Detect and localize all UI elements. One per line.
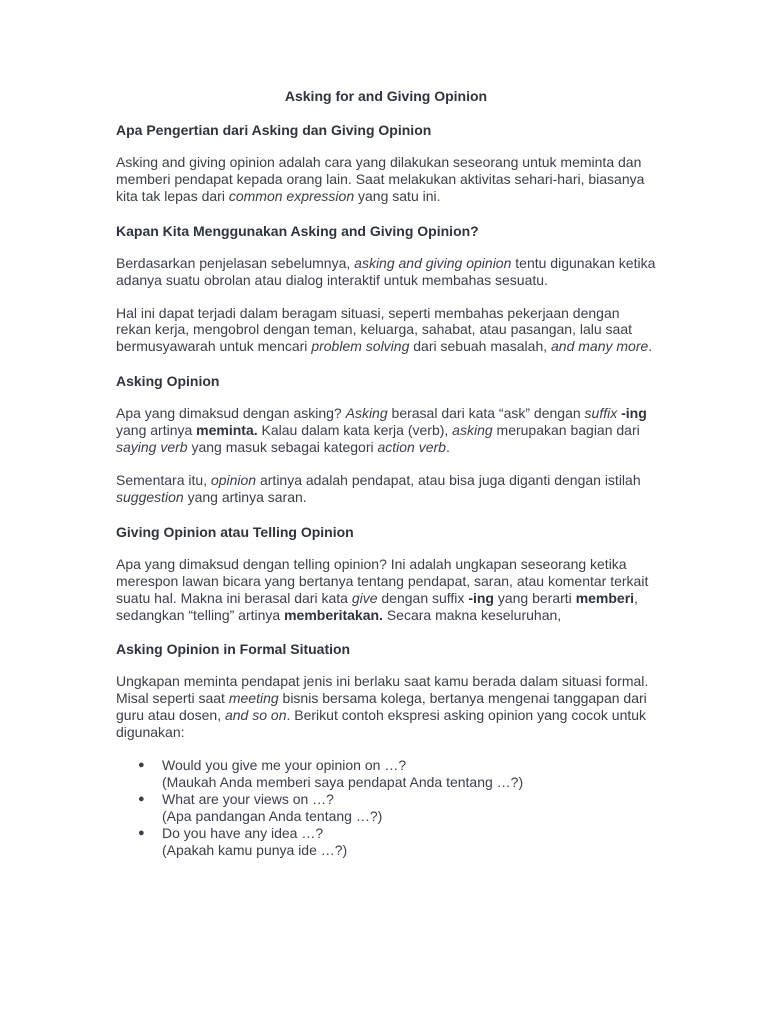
expression-english: What are your views on …? xyxy=(162,790,334,807)
section-heading-kapan: Kapan Kita Menggunakan Asking and Giving Opinion? xyxy=(116,222,479,239)
expression-translation: (Maukah Anda memberi saya pendapat Anda tentang …?) xyxy=(162,773,524,790)
bullet-icon: ● xyxy=(138,759,145,772)
document-page xyxy=(116,86,656,858)
paragraph-asking-1: Apa yang dimaksud dengan asking? Asking berasal dari kata “ask” dengan suffix -ing yang artinya meminta. Kalau dalam kata kerja (verb), asking merupakan bagian dari saying verb yang masuk sebagai kategori action verb. xyxy=(116,405,647,456)
expression-english: Do you have any idea …? xyxy=(162,824,324,841)
section-heading-formal-situation: Asking Opinion in Formal Situation xyxy=(116,641,351,658)
expression-translation: (Apakah kamu punya ide …?) xyxy=(162,841,348,858)
paragraph-formal-1: Ungkapan meminta pendapat jenis ini berlaku saat kamu berada dalam situasi formal. Misal seperti saat meeting bisnis bersama kolega, bertanya mengenai tanggapan dari guru atau dosen, and so on. Berikut contoh ekspresi asking opinion yang cocok untuk digunakan: xyxy=(116,673,649,741)
bullet-icon: ● xyxy=(138,826,145,839)
formal-expression-list xyxy=(116,757,656,858)
expression-english: Would you give me your opinion on …? xyxy=(162,757,407,774)
paragraph-giving-1: Apa yang dimaksud dengan telling opinion? Ini adalah ungkapan seseorang ketika merespon lawan bicara yang bertanya tentang pendapat, saran, atau komentar terkait suatu hal. Makna ini berasal dari kata give dengan suffix -ing yang berarti memberi, sedangkan “telling” artinya memberitakan. Secara makna keseluruhan, xyxy=(116,555,649,623)
expression-translation: (Apa pandangan Anda tentang …?) xyxy=(162,807,383,824)
paragraph-kapan-1: Berdasarkan penjelasan sebelumnya, asking and giving opinion tentu digunakan ketika adanya suatu obrolan atau dialog interaktif untuk membahas sesuatu. xyxy=(116,254,656,288)
list-item xyxy=(116,757,656,791)
section-heading-asking-opinion: Asking Opinion xyxy=(116,373,220,390)
section-heading-giving-opinion: Giving Opinion atau Telling Opinion xyxy=(116,523,354,540)
paragraph-kapan-2: Hal ini dapat terjadi dalam beragam situasi, seperti membahas pekerjaan dengan rekan kerja, mengobrol dengan teman, keluarga, sahabat, atau pasangan, lalu saat bermusyawarah untuk mencari problem solving dari sebuah masalah, and many more. xyxy=(116,304,653,355)
list-item xyxy=(116,791,656,825)
section-heading-pengertian: Apa Pengertian dari Asking dan Giving Opinion xyxy=(116,122,432,138)
document-title: Asking for and Giving Opinion xyxy=(284,88,488,104)
paragraph-pengertian: Asking and giving opinion adalah cara yang dilakukan seseorang untuk meminta dan memberi pendapat kepada orang lain. Saat melakukan aktivitas sehari-hari, biasanya kita tak lepas dari common expression yang satu ini. xyxy=(116,154,645,204)
bullet-icon: ● xyxy=(138,792,145,805)
list-item xyxy=(116,825,656,859)
paragraph-asking-2: Sementara itu, opinion artinya adalah pendapat, atau bisa juga diganti dengan istilah suggestion yang artinya saran. xyxy=(116,471,641,505)
